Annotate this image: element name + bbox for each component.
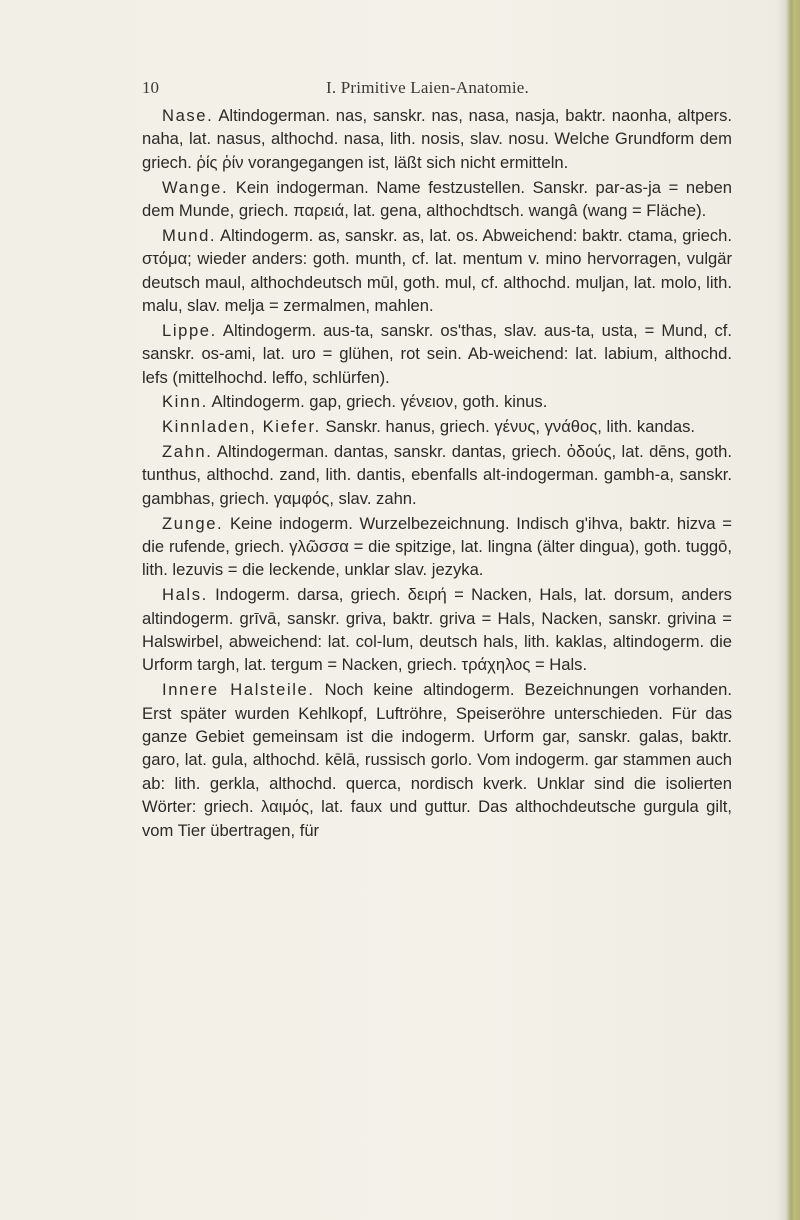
entry-hals	[142, 583, 732, 677]
entry-text: Altindogerm. as, sanskr. as, lat. os. Abweichend: baktr. ctama, griech. στόμα; wieder anders: goth. munth, cf. lat. mentum v. mino hervorragen, vulgär deutsch maul, althochdeutsch mūl, goth. mul, cf. althochd. muljan, lat. molo, lith. malu, slav. melja = zermalmen, mahlen.	[142, 225, 733, 316]
entry-text: Altindogerm. aus-ta, sanskr. os'thas, slav. aus-ta, usta, = Mund, cf. sanskr. os-ami, lat. uro = glühen, rot sein. Ab-weichend: lat. labium, althochd. lefs (mittelhochd. leffo, schlürfen).	[142, 320, 732, 387]
entry-term: Zahn.	[162, 442, 213, 462]
entry-kinnladen	[142, 415, 732, 438]
page-number: 10	[142, 78, 159, 97]
page-edge-shadow	[776, 0, 786, 1220]
entry-zunge	[142, 512, 732, 582]
entry-text: Altindogerman. dantas, sanskr. dantas, griech. ὀδούς, lat. dēns, goth. tunthus, althochd. zand, lith. dantis, ebenfalls alt-indogerman. gambh-a, sanskr. gambhas, griech. γαμφός, slav. zahn.	[142, 442, 732, 508]
entry-term: Hals.	[162, 585, 208, 605]
entry-text: Altindogerman. nas, sanskr. nas, nasa, nasja, baktr. naonha, altpers. naha, lat. nasus, althochd. nasa, lith. nosis, slav. nosu. Welche Grundform dem griech. ῥίς ῥίν vorangegangen ist, läßt sich nicht ermitteln.	[142, 106, 732, 172]
entry-term: Lippe.	[162, 320, 217, 340]
entry-text: Noch keine altindogerm. Bezeichnungen vorhanden. Erst später wurden Kehlkopf, Luftröhre, Speiseröhre unterschieden. Für das ganze Gebiet gemeinsam ist die indogerm. Urform gar, sanskr. galas, baktr. garo, lat. gula, althochd. kēlā, russisch gorlo. Vom indogerm. gar stammen auch ab: lith. gerkla, althochd. querca, nordisch kverk. Unklar sind die isolierten Wörter: griech. λαιμός, lat. faux und guttur. Das althochdeutsche gurgula gilt, vom Tier übertragen, für	[142, 680, 732, 840]
running-head: I. Primitive Laien-Anatomie.	[326, 78, 529, 97]
entry-zahn	[142, 440, 732, 510]
page-edge	[786, 0, 800, 1220]
page-header	[142, 72, 722, 100]
entry-lippe	[142, 319, 732, 389]
entry-wange	[142, 176, 732, 223]
entry-mund	[142, 224, 732, 318]
entry-innere-halsteile	[142, 678, 732, 842]
entry-text: Sanskr. hanus, griech. γένυς, γνάθος, lith. kandas.	[325, 417, 696, 437]
entry-text: Kein indogerman. Name festzustellen. Sanskr. par-as-ja = neben dem Munde, griech. παρειά, lat. gena, althochdtsch. wangâ (wang = Fläche).	[142, 177, 732, 221]
entry-term: Innere Halsteile.	[162, 680, 315, 700]
body-text	[142, 104, 732, 844]
entry-term: Kinn.	[162, 392, 208, 412]
entry-term: Wange.	[162, 177, 229, 197]
entry-term: Kinnladen, Kiefer.	[162, 417, 321, 437]
entry-text: Altindogerm. gap, griech. γένειον, goth. kinus.	[211, 392, 548, 412]
entry-term: Nase.	[162, 106, 214, 125]
entry-text: Keine indogerm. Wurzelbezeichnung. Indisch g'ihva, baktr. hizva = die rufende, griech. γλῶσσα = die spitzige, lat. lingna (älter dingua), goth. tuggō, lith. lezuvis = die leckende, unklar slav. jezyka.	[142, 513, 732, 580]
entry-text: Indogerm. darsa, griech. δειρή = Nacken, Hals, lat. dorsum, anders altindogerm. grīvā, sanskr. griva, baktr. griva = Hals, Nacken, sanskr. grivina = Halswirbel, abweichend: lat. col-lum, deutsch hals, lith. kaklas, altindogerm. die Urform targh, lat. tergum = Nacken, griech. τράχηλος = Hals.	[142, 585, 732, 675]
entry-kinn	[142, 390, 732, 413]
entry-term: Mund.	[162, 225, 217, 245]
entry-term: Zunge.	[162, 513, 224, 533]
entry-nase	[142, 104, 732, 174]
